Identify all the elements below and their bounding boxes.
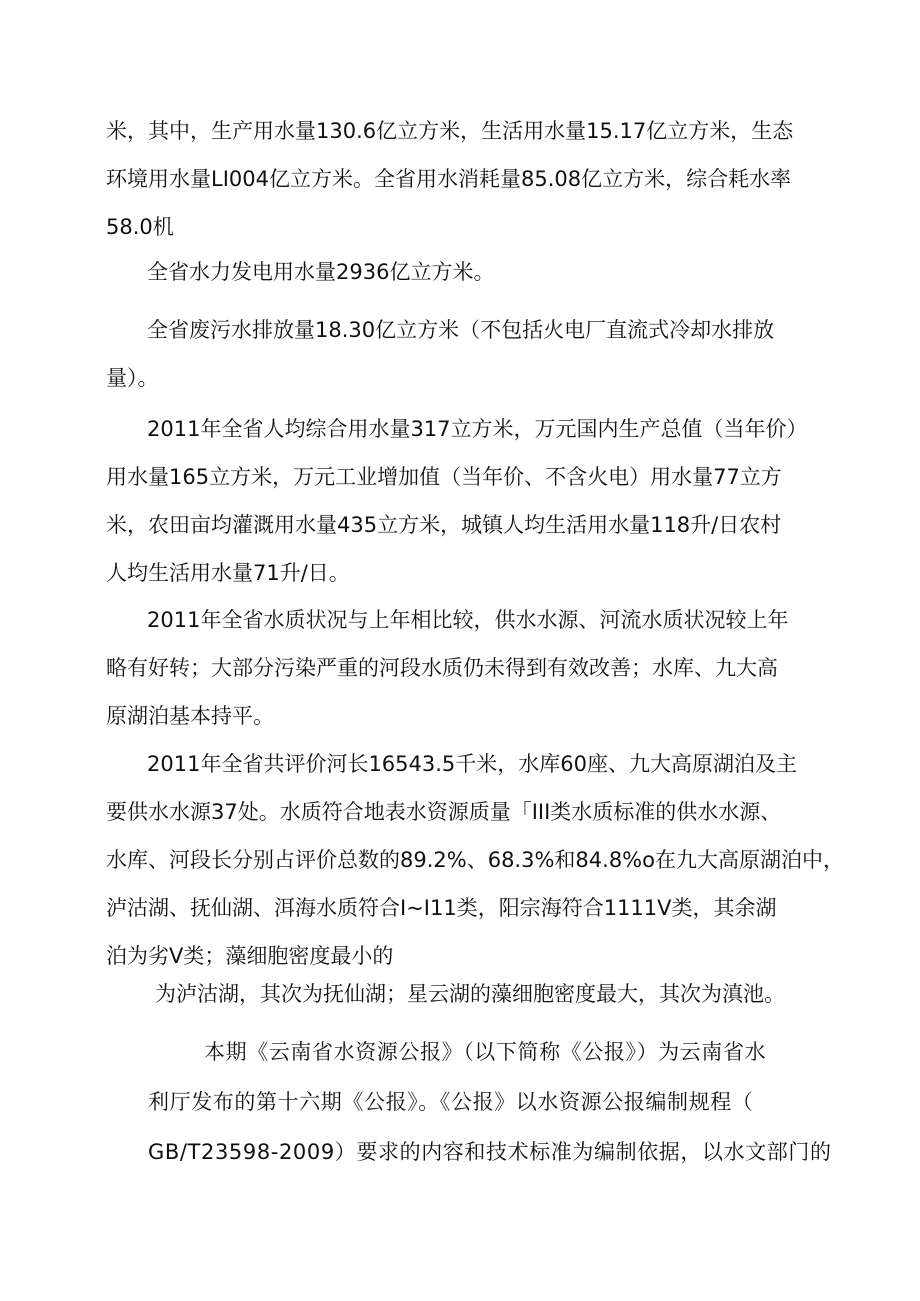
paragraph-per-capita-use — [106, 405, 808, 597]
text-line: 泊为劣V类；藻细胞密度最小的 — [106, 944, 394, 968]
text-line: 要供水水源37处。水质符合地表水资源质量「III类水质标准的供水水源、 — [106, 800, 782, 824]
text-line: 泸沽湖、抚仙湖、洱海水质符合I~I11类，阳宗海符合1111V类，其余湖 — [106, 896, 777, 920]
text-line: 2011年全省人均综合用水量317立方米，万元国内生产总值（当年价） — [147, 417, 808, 441]
paragraph-wastewater — [106, 306, 774, 402]
paragraph-evaluation — [106, 740, 844, 980]
text-line: 全省水力发电用水量2936亿立方米。 — [147, 260, 495, 284]
text-line: 本期《云南省水资源公报》（以下简称《公报》）为云南省水 — [204, 1040, 767, 1064]
paragraph-water-quality — [106, 596, 788, 740]
text-line: 环境用水量LI004亿立方米。全省用水消耗量85.08亿立方米，综合耗水率 — [106, 167, 792, 191]
text-line: 利厅发布的第十六期《公报》。《公报》以水资源公报编制规程（ — [148, 1090, 754, 1114]
paragraph-algae-density — [155, 970, 785, 1018]
text-line: 58.0机 — [106, 215, 174, 239]
text-line: 量）。 — [106, 366, 159, 390]
text-line: 2011年全省水质状况与上年相比较，供水水源、河流水质状况较上年 — [147, 608, 789, 632]
text-line: 为泸沽湖，其次为抚仙湖；星云湖的藻细胞密度最大，其次为滇池。 — [155, 982, 785, 1006]
text-line: 米，农田亩均灌溉用水量435立方米，城镇人均生活用水量118升/日农村 — [106, 513, 782, 537]
text-line: 2011年全省共评价河长16543.5千米，水库60座、九大高原湖泊及主 — [147, 752, 798, 776]
text-line: 人均生活用水量71升/日。 — [106, 561, 350, 585]
text-line: 用水量165立方米，万元工业增加值（当年价、不含火电）用水量77立方 — [106, 465, 782, 489]
paragraph-bulletin-intro — [148, 1027, 832, 1177]
paragraph-hydropower — [147, 248, 494, 296]
text-line: 米，其中，生产用水量130.6亿立方米，生活用水量15.17亿立方米，生态 — [106, 119, 794, 143]
text-line: GB/T23598-2009）要求的内容和技术标准为编制依据，以水文部门的 — [148, 1140, 832, 1164]
text-line: 略有好转；大部分污染严重的河段水质仍未得到有效改善；水库、九大高 — [106, 656, 778, 680]
text-line: 水库、河段长分别占评价总数的89.2%、68.3%和84.8%o在九大高原湖泊中， — [106, 848, 844, 872]
paragraph-water-use — [106, 107, 793, 251]
text-line: 全省废污水排放量18.30亿立方米（不包括火电厂直流式冷却水排放 — [147, 318, 775, 342]
text-line: 原湖泊基本持平。 — [106, 704, 274, 728]
